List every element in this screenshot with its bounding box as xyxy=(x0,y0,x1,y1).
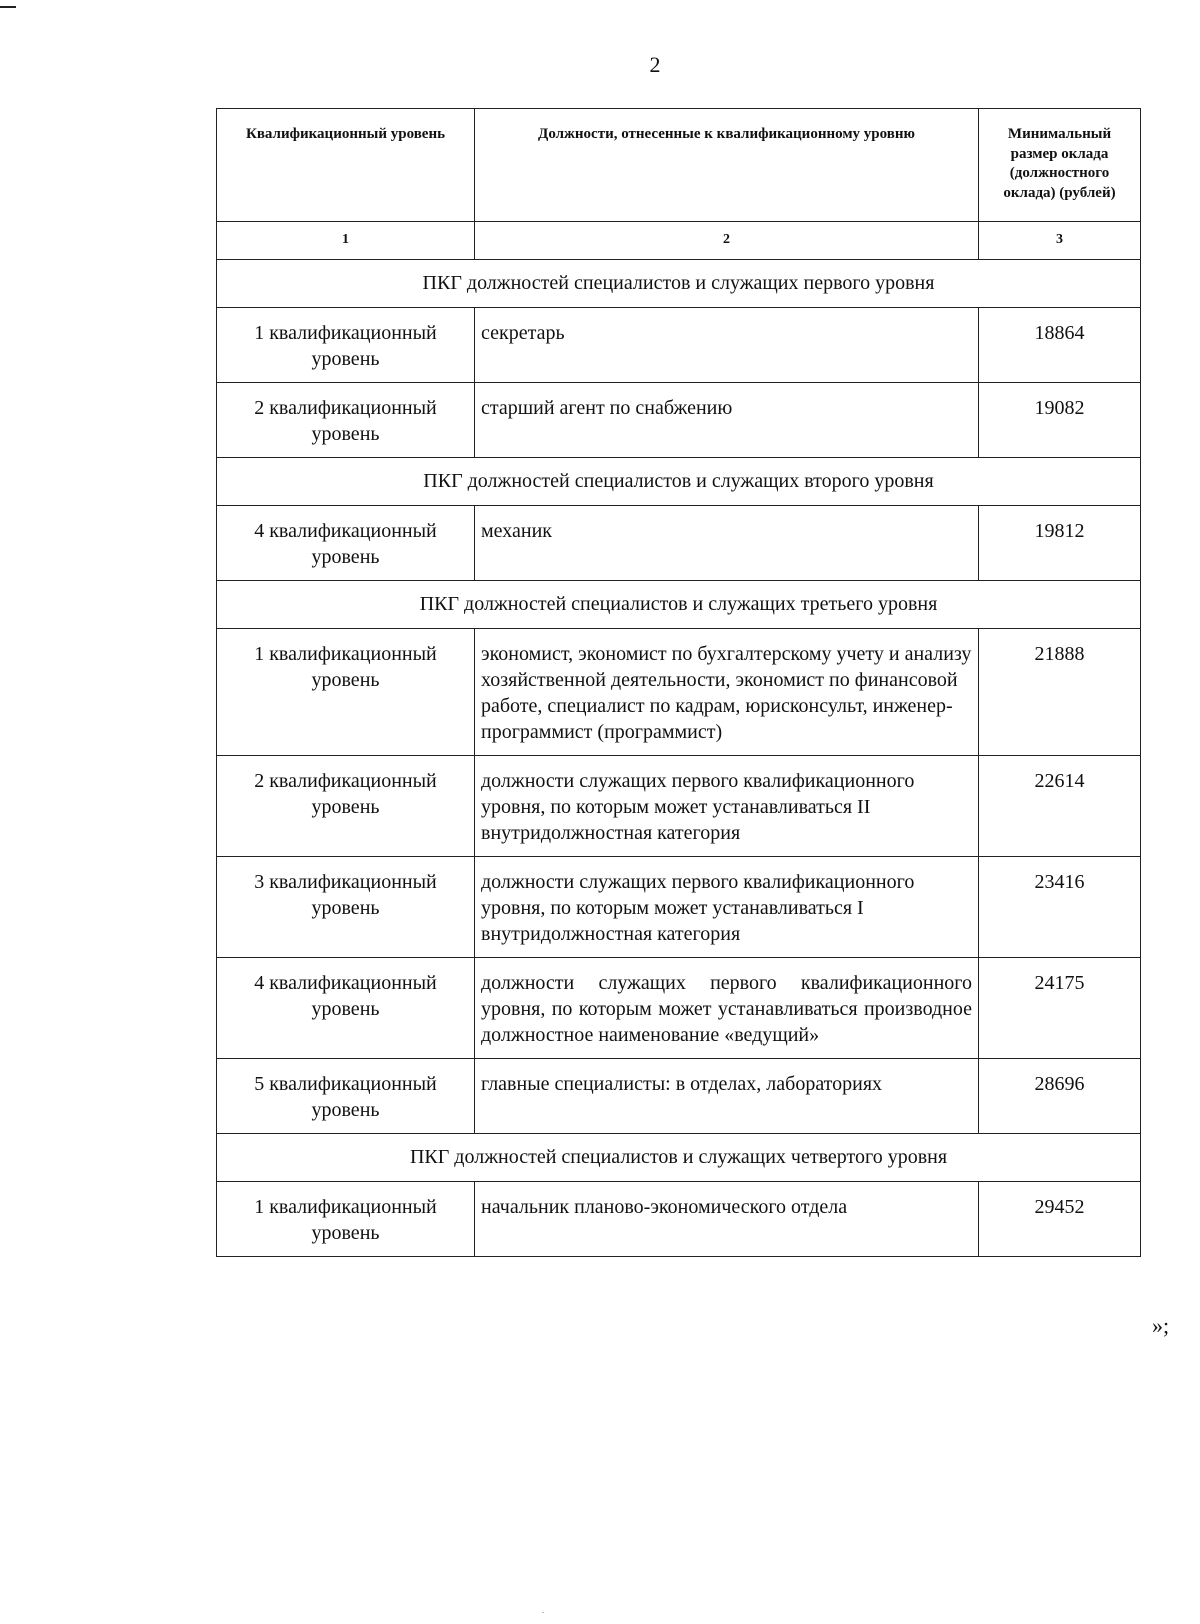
table-row xyxy=(217,308,1141,383)
salary-cell: 23416 xyxy=(979,857,1141,958)
table-row xyxy=(217,1059,1141,1134)
group-header-row xyxy=(217,581,1141,629)
positions-cell: главные специалисты: в отделах, лабораториях xyxy=(475,1059,979,1134)
level-cell: 2 квалификационный уровень xyxy=(217,756,475,857)
header-salary: Минимальный размер оклада (должностного оклада) (рублей) xyxy=(979,109,1141,222)
table-header-row xyxy=(217,109,1141,222)
level-cell: 2 квалификационный уровень xyxy=(217,383,475,458)
group-title: ПКГ должностей специалистов и служащих третьего уровня xyxy=(217,581,1141,629)
table-row xyxy=(217,857,1141,958)
group-header-row xyxy=(217,1134,1141,1182)
positions-cell: механик xyxy=(475,506,979,581)
closing-quote-mark: »; xyxy=(1152,1313,1170,1338)
salary-cell: 29452 xyxy=(979,1182,1141,1257)
group-title: ПКГ должностей специалистов и служащих второго уровня xyxy=(217,458,1141,506)
page-number: 2 xyxy=(649,52,661,77)
scan-speck xyxy=(542,1612,544,1613)
level-cell: 1 квалификационный уровень xyxy=(217,308,475,383)
positions-cell: секретарь xyxy=(475,308,979,383)
table-row xyxy=(217,506,1141,581)
salary-cell: 19082 xyxy=(979,383,1141,458)
positions-cell: должности служащих первого квалификационного уровня, по которым может устанавливаться производное должностное наименование «ведущий» xyxy=(475,958,979,1059)
table-row xyxy=(217,1182,1141,1257)
level-cell: 4 квалификационный уровень xyxy=(217,958,475,1059)
level-cell: 1 квалификационный уровень xyxy=(217,629,475,756)
positions-cell: старший агент по снабжению xyxy=(475,383,979,458)
header-positions: Должности, отнесенные к квалификационному уровню xyxy=(475,109,979,222)
table-row xyxy=(217,629,1141,756)
level-cell: 4 квалификационный уровень xyxy=(217,506,475,581)
salary-table xyxy=(216,108,1141,1257)
group-title: ПКГ должностей специалистов и служащих первого уровня xyxy=(217,260,1141,308)
salary-cell: 24175 xyxy=(979,958,1141,1059)
salary-cell: 28696 xyxy=(979,1059,1141,1134)
column-number-row xyxy=(217,222,1141,260)
salary-cell: 19812 xyxy=(979,506,1141,581)
positions-cell: экономист, экономист по бухгалтерскому учету и анализу хозяйственной деятельности, экономист по финансовой работе, специалист по кадрам, юрисконсульт, инженер-программист (программист) xyxy=(475,629,979,756)
table-row xyxy=(217,383,1141,458)
group-header-row xyxy=(217,260,1141,308)
group-header-row xyxy=(217,458,1141,506)
salary-cell: 22614 xyxy=(979,756,1141,857)
positions-cell: начальник планово-экономического отдела xyxy=(475,1182,979,1257)
column-number: 3 xyxy=(979,222,1141,260)
positions-cell: должности служащих первого квалификационного уровня, по которым может устанавливаться II внутридолжностная категория xyxy=(475,756,979,857)
salary-cell: 18864 xyxy=(979,308,1141,383)
table-row xyxy=(217,756,1141,857)
column-number: 1 xyxy=(217,222,475,260)
level-cell: 1 квалификационный уровень xyxy=(217,1182,475,1257)
column-number: 2 xyxy=(475,222,979,260)
positions-cell: должности служащих первого квалификационного уровня, по которым может устанавливаться I внутридолжностная категория xyxy=(475,857,979,958)
table-row xyxy=(217,958,1141,1059)
scan-edge-mark xyxy=(0,6,16,8)
level-cell: 5 квалификационный уровень xyxy=(217,1059,475,1134)
group-title: ПКГ должностей специалистов и служащих четвертого уровня xyxy=(217,1134,1141,1182)
salary-cell: 21888 xyxy=(979,629,1141,756)
level-cell: 3 квалификационный уровень xyxy=(217,857,475,958)
header-level: Квалификационный уровень xyxy=(217,109,475,222)
